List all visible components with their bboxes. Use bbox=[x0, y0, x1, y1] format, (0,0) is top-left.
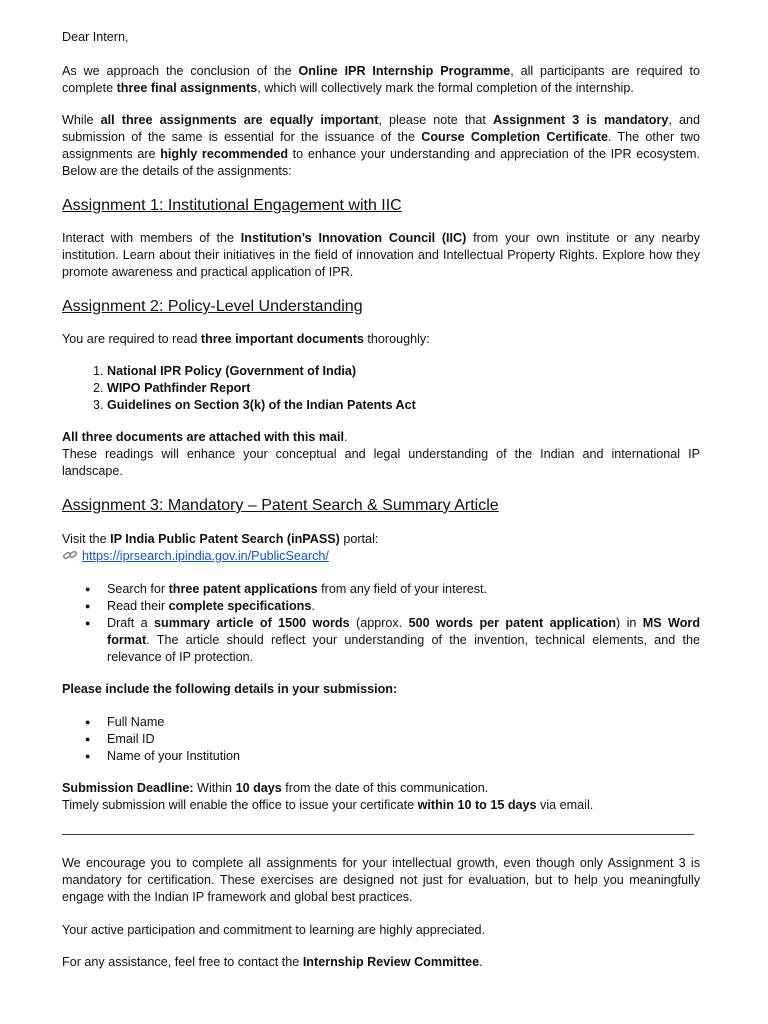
inpass-portal-link[interactable]: https://iprsearch.ipindia.gov.in/PublicSearch/ bbox=[82, 549, 329, 563]
contact-note: For any assistance, feel free to contact the Internship Review Committee. bbox=[62, 955, 483, 969]
letter-body bbox=[62, 29, 700, 971]
assignment-1-heading: Assignment 1: Institutional Engagement with IIC bbox=[62, 197, 402, 214]
attachments-note: All three documents are attached with this mail. bbox=[62, 430, 348, 444]
assignment-2-intro: You are required to read three important documents thoroughly: bbox=[62, 332, 430, 346]
submission-details-heading: Please include the following details in your submission: bbox=[62, 682, 398, 696]
assignment-3-heading: Assignment 3: Mandatory – Patent Search & Summary Article bbox=[62, 497, 499, 514]
list-item: ● Full Name bbox=[107, 714, 700, 731]
assignments-overview-paragraph: While all three assignments are equally important, please note that Assignment 3 is mandatory, and submission of the same is essential for the issuance of the Course Completion Certificate. The other two assignments are highly recommended to enhance your understanding and appreciation of the IPR ecosystem. Below are the details of the assignments: bbox=[62, 113, 701, 178]
portal-intro: Visit the IP India Public Patent Search (inPASS) portal: bbox=[62, 532, 379, 546]
link-icon bbox=[62, 548, 78, 562]
assignment-2-heading: Assignment 2: Policy-Level Understanding bbox=[62, 298, 363, 315]
list-item: 3. Guidelines on Section 3(k) of the Indian Patents Act bbox=[107, 397, 700, 414]
assignment-1-description: Interact with members of the Institution’s Innovation Council (IIC) from your own institute or any nearby institution. Learn about their initiatives in the field of innovation and Intellectual Property Rights. Explore how they promote awareness and practical application of IPR. bbox=[62, 231, 700, 279]
list-item: ● Draft a summary article of 1500 words (approx. 500 words per patent application) in MS Word format. The article should reflect your understanding of the invention, technical elements, and the relevance of IP protection. bbox=[107, 615, 700, 666]
list-item: ● Read their complete specifications. bbox=[107, 598, 700, 615]
list-item: 1. National IPR Policy (Government of India) bbox=[107, 363, 700, 380]
list-item: ● Search for three patent applications from any field of your interest. bbox=[107, 581, 700, 598]
appreciation-note: Your active participation and commitment to learning are highly appreciated. bbox=[62, 923, 486, 937]
greeting: Dear Intern, bbox=[62, 30, 129, 44]
list-item: ● Name of your Institution bbox=[107, 748, 700, 765]
submission-details-list bbox=[62, 714, 700, 765]
intro-paragraph: As we approach the conclusion of the Online IPR Internship Programme, all participants are required to complete three final assignments, which will collectively mark the formal completion of the internship. bbox=[62, 64, 700, 95]
readings-note: These readings will enhance your conceptual and legal understanding of the Indian and international IP landscape. bbox=[62, 447, 700, 478]
list-item: 2. WIPO Pathfinder Report bbox=[107, 380, 700, 397]
assignment-3-steps bbox=[62, 581, 700, 666]
certificate-timeline: Timely submission will enable the office to issue your certificate within 10 to 15 days via email. bbox=[62, 798, 594, 812]
documents-list bbox=[62, 363, 700, 414]
portal-link-line bbox=[62, 548, 700, 565]
list-item: ● Email ID bbox=[107, 731, 700, 748]
encouragement-paragraph: We encourage you to complete all assignments for your intellectual growth, even though only Assignment 3 is mandatory for certification. These exercises are designed not just for evaluation, but to help you meaningfully engage with the Indian IP framework and global best practices. bbox=[62, 856, 700, 904]
submission-deadline: Submission Deadline: Within 10 days from the date of this communication. bbox=[62, 781, 489, 795]
